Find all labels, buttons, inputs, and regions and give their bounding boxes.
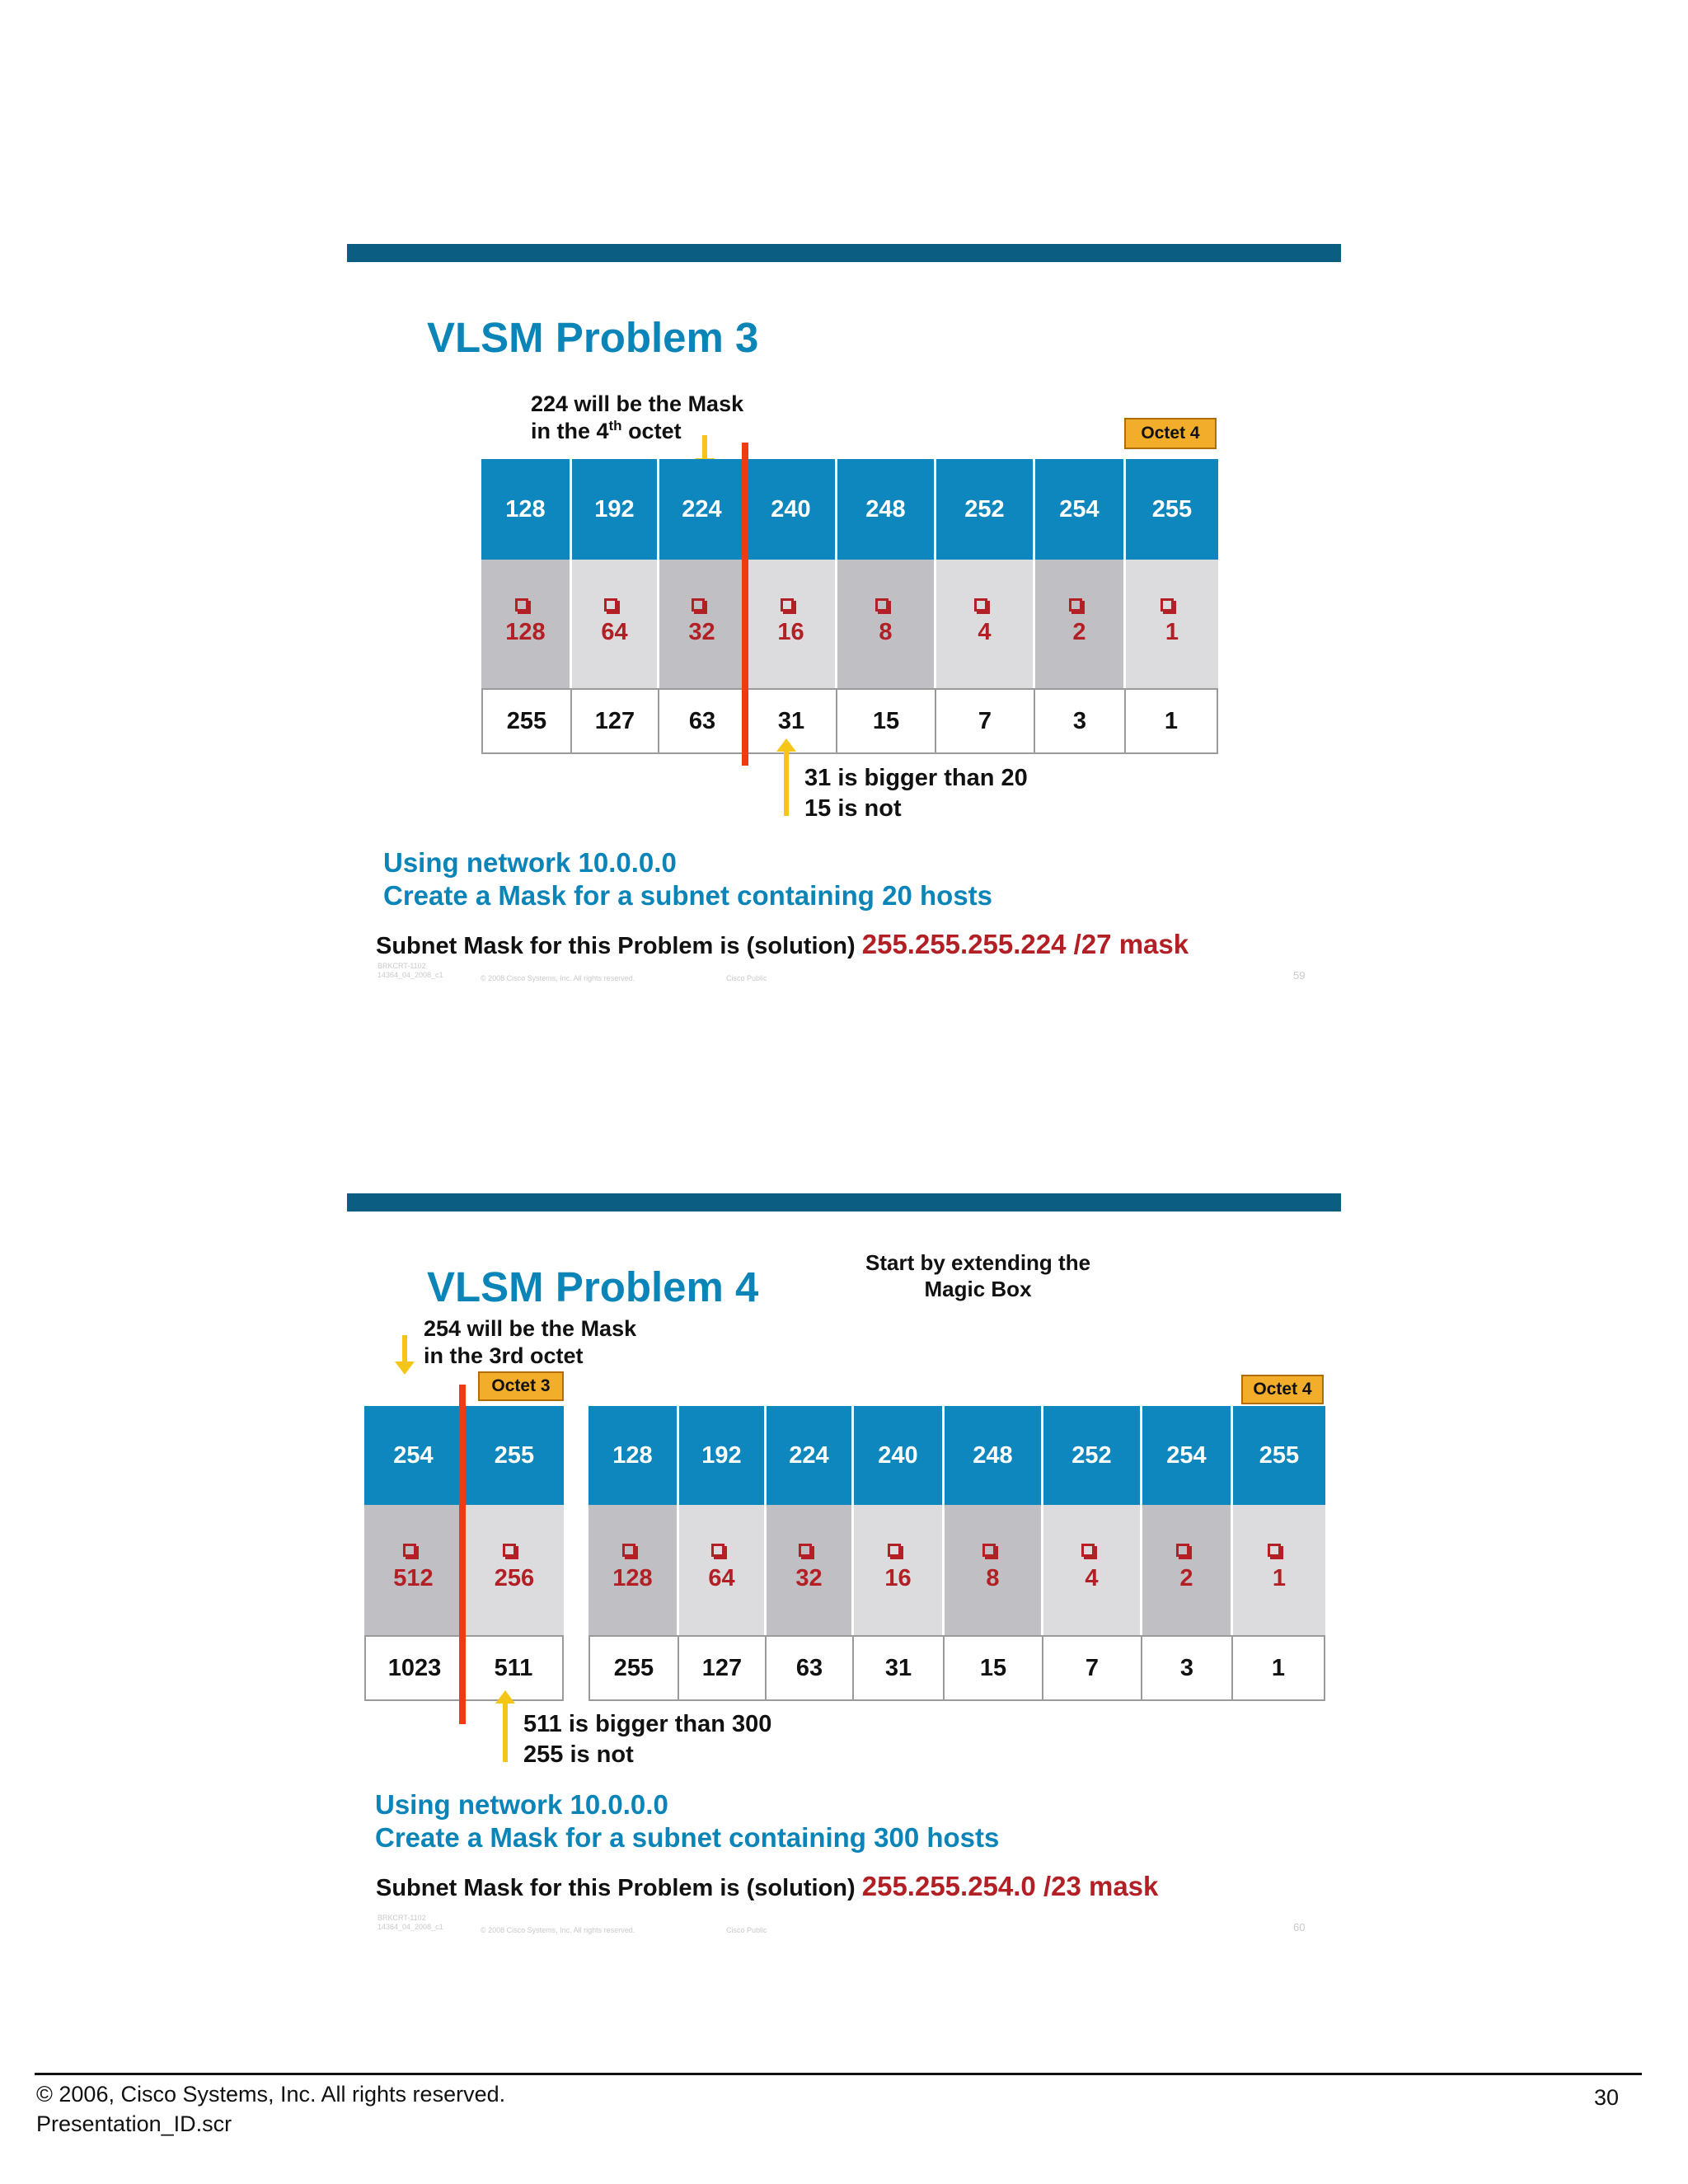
mask-value-cell: 248 [837,459,936,560]
fine-print-copyright: © 2008 Cisco Systems, Inc. All rights reserved. [481,1926,635,1934]
mask-boundary-line [459,1385,466,1724]
bit-value-cell [747,560,837,688]
host-value-cell: 3 [1142,1635,1233,1701]
bit-value-cell [837,560,936,688]
bit-value-cell [659,560,747,688]
bit-value: 64 [601,619,628,645]
slide-title: VLSM Problem 4 [427,1263,759,1310]
start-note-line2: Magic Box [924,1277,1032,1301]
host-value-cell: 1 [1233,1635,1325,1701]
checkbox-icon [1081,1544,1095,1557]
mask-value-cell: 254 [1035,459,1126,560]
checkbox-icon [982,1544,996,1557]
bit-value: 64 [708,1565,735,1591]
mask-note-line2: in the 4th octet [531,418,682,443]
checkbox-icon [503,1544,516,1557]
bit-value: 128 [505,619,546,645]
bit-value-cell [767,1505,854,1635]
mask-value-cell: 224 [767,1406,854,1505]
bit-value: 32 [795,1565,823,1591]
bit-value-cell [481,560,572,688]
octet-3-label: Octet 3 [478,1371,564,1401]
callout [523,1709,771,1770]
host-value-cell: 15 [945,1635,1043,1701]
checkbox-icon [781,598,794,612]
mask-value-cell: 254 [1142,1406,1233,1505]
callout-line2: 255 is not [523,1741,634,1768]
mask-value-cell: 192 [572,459,659,560]
bit-value: 32 [688,619,715,645]
fine-print-public: Cisco Public [726,974,767,982]
host-value-cell: 255 [481,688,572,754]
bit-value: 2 [1072,619,1086,645]
mask-note [424,1315,636,1370]
checkbox-icon [403,1544,416,1557]
checkbox-icon [875,598,889,612]
checkbox-icon [604,598,617,612]
mask-boundary-line [742,443,748,766]
checkbox-icon [515,598,528,612]
network-line: Using network 10.0.0.0 [383,847,677,878]
up-arrow-icon [784,750,789,816]
mask-note-line1: 254 will be the Mask [424,1316,637,1341]
mask-value-cell: 252 [936,459,1035,560]
checkbox-icon [799,1544,812,1557]
bit-value: 256 [494,1565,535,1591]
host-value-cell: 15 [837,688,936,754]
footer-rule [35,2073,1642,2075]
mask-value-cell: 128 [588,1406,679,1505]
solution [376,1871,1158,1902]
bit-value-cell [465,1505,564,1635]
host-value-cell: 31 [747,688,837,754]
slide-page-number: 60 [1293,1921,1306,1933]
solution-value: 255.255.254.0 /23 mask [861,1871,1159,1901]
mask-value-cell: 240 [854,1406,945,1505]
bit-value: 8 [879,619,893,645]
host-value-cell: 63 [767,1635,854,1701]
slide-title: VLSM Problem 3 [427,314,759,361]
footer-page-number: 30 [1594,2085,1620,2110]
callout-line1: 31 is bigger than 20 [804,765,1028,791]
checkbox-icon [1268,1544,1281,1557]
bit-value-cell [679,1505,767,1635]
start-note-line1: Start by extending the [865,1250,1091,1275]
task-line: Create a Mask for a subnet containing 300 hosts [375,1822,1000,1853]
mask-value-cell: 248 [945,1406,1043,1505]
fine-print-code: BRKCRT-1102 14364_04_2008_c1 [377,1914,443,1931]
host-value-cell: 7 [1043,1635,1142,1701]
start-note [865,1249,1090,1302]
mask-value-cell: 224 [659,459,747,560]
callout [804,763,1028,824]
slide-header-bar [347,244,1341,262]
host-value-cell: 255 [588,1635,679,1701]
bit-value-cell [1233,1505,1325,1635]
host-value-cell: 63 [659,688,747,754]
mask-value-cell: 254 [364,1406,465,1505]
checkbox-icon [974,598,987,612]
bit-value-cell [1043,1505,1142,1635]
checkbox-icon [1160,598,1174,612]
checkbox-icon [888,1544,901,1557]
checkbox-icon [1176,1544,1189,1557]
mask-value-cell: 255 [465,1406,564,1505]
bit-value-cell [854,1505,945,1635]
mask-value-cell: 255 [1233,1406,1325,1505]
bit-value: 1 [1165,619,1179,645]
checkbox-icon [711,1544,724,1557]
solution-value: 255.255.255.224 /27 mask [861,929,1189,959]
mask-value-cell: 128 [481,459,572,560]
bit-value: 512 [393,1565,434,1591]
down-arrow-icon [402,1335,407,1363]
bit-value-cell [945,1505,1043,1635]
checkbox-icon [692,598,705,612]
down-arrow-icon [702,435,707,460]
fine-print-copyright: © 2008 Cisco Systems, Inc. All rights reserved. [481,974,635,982]
host-value-cell: 3 [1035,688,1126,754]
host-value-cell: 31 [854,1635,945,1701]
callout-line2: 15 is not [804,795,902,822]
bit-value: 1 [1272,1565,1287,1591]
bit-value: 2 [1179,1565,1193,1591]
mask-value-cell: 255 [1126,459,1218,560]
host-value-cell: 511 [465,1635,564,1701]
checkbox-icon [1069,598,1082,612]
footer-copyright: © 2006, Cisco Systems, Inc. All rights reserved. [36,2082,506,2107]
host-value-cell: 127 [572,688,659,754]
mask-value-cell: 252 [1043,1406,1142,1505]
bit-value-cell [1126,560,1218,688]
bit-value-cell [572,560,659,688]
mask-note-line2: in the 3rd octet [424,1343,584,1368]
host-value-cell: 127 [679,1635,767,1701]
bit-value-cell [1142,1505,1233,1635]
bit-value-cell [588,1505,679,1635]
bit-value: 4 [1085,1565,1099,1591]
mask-value-cell: 240 [747,459,837,560]
fine-print-code: BRKCRT-1102 14364_04_2008_c1 [377,962,443,979]
checkbox-icon [622,1544,635,1557]
bit-value-cell [936,560,1035,688]
octet-4-label: Octet 4 [1124,418,1217,449]
bit-value-cell [1035,560,1126,688]
mask-note [531,391,743,445]
bit-value-cell [364,1505,465,1635]
slide-header-bar [347,1193,1341,1212]
bit-value: 128 [612,1565,653,1591]
callout-line1: 511 is bigger than 300 [523,1711,772,1737]
network-line: Using network 10.0.0.0 [375,1789,668,1820]
bit-value: 16 [777,619,804,645]
bit-value: 8 [986,1565,1000,1591]
up-arrow-icon [503,1702,508,1762]
octet-4-label: Octet 4 [1241,1375,1324,1404]
slide-page-number: 59 [1293,969,1306,982]
solution [376,929,1189,960]
footer-presentation-id: Presentation_ID.scr [36,2111,232,2136]
bit-value: 4 [978,619,992,645]
fine-print-public: Cisco Public [726,1926,767,1934]
host-value-cell: 1 [1126,688,1218,754]
bit-value: 16 [884,1565,912,1591]
solution-label: Subnet Mask for this Problem is (solution) [376,933,856,959]
mask-value-cell: 192 [679,1406,767,1505]
solution-label: Subnet Mask for this Problem is (solution) [376,1875,856,1901]
host-value-cell: 1023 [364,1635,465,1701]
mask-note-line1: 224 will be the Mask [531,391,744,416]
task-line: Create a Mask for a subnet containing 20 hosts [383,880,993,911]
host-value-cell: 7 [936,688,1035,754]
